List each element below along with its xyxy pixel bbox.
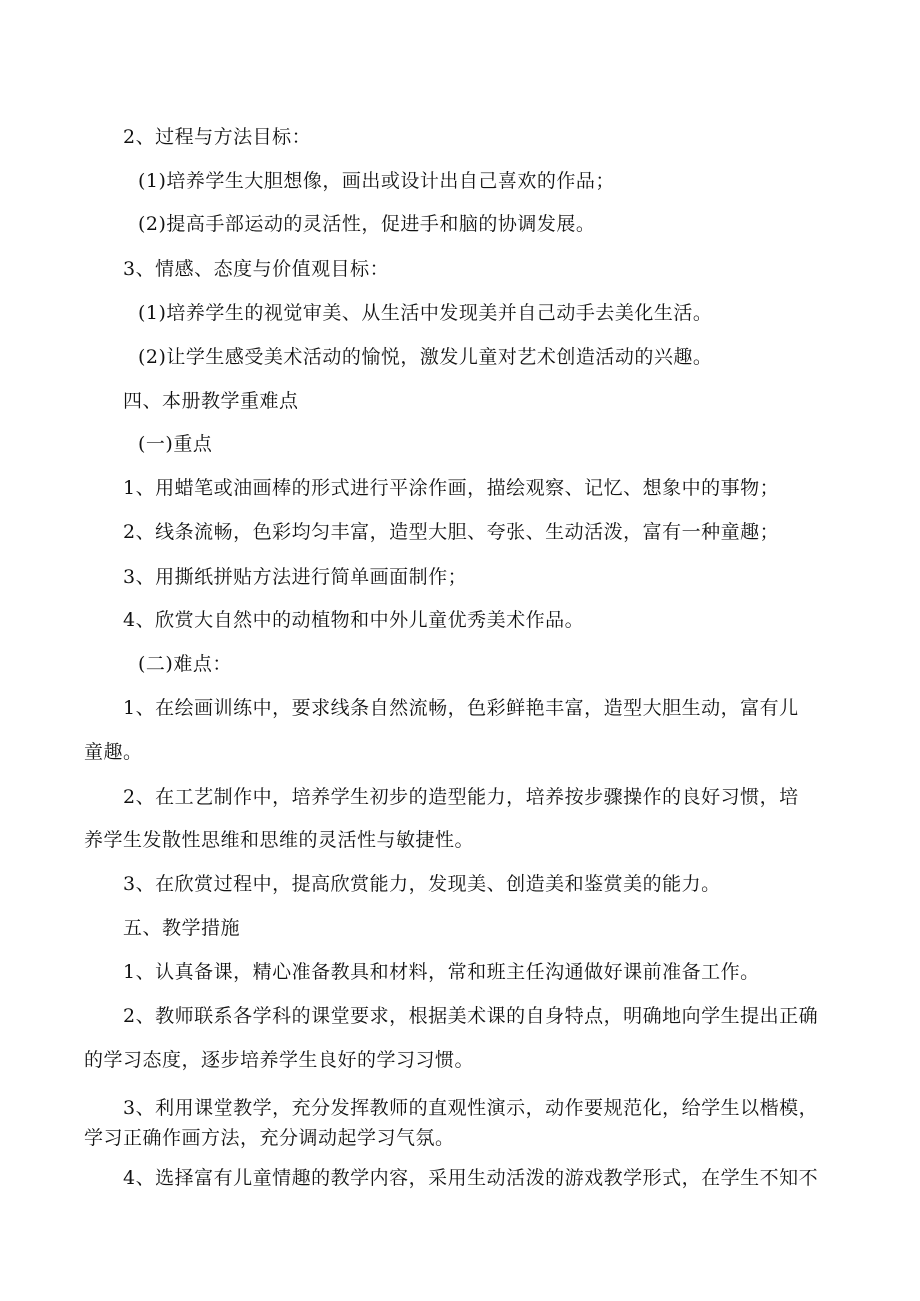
paragraph-line: 3、在欣赏过程中，提高欣赏能力，发现美、创造美和鉴赏美的能力。 bbox=[123, 873, 721, 895]
paragraph-line: 2、教师联系各学科的课堂要求，根据美术课的自身特点，明确地向学生提出正确 bbox=[123, 1005, 819, 1027]
paragraph-line: 4、选择富有儿童情趣的教学内容，采用生动活泼的游戏教学形式，在学生不知不 bbox=[123, 1167, 819, 1189]
objective-heading-emotion: 3、情感、态度与价值观目标： bbox=[123, 258, 390, 280]
paragraph-line: (2)提高手部运动的灵活性，促进手和脑的协调发展。 bbox=[138, 213, 596, 235]
paragraph-line: 1、用蜡笔或油画棒的形式进行平涂作画，描绘观察、记忆、想象中的事物； bbox=[123, 477, 780, 499]
paragraph-line: 3、用撕纸拼贴方法进行简单画面制作； bbox=[123, 566, 468, 588]
paragraph-line: 养学生发散性思维和思维的灵活性与敏捷性。 bbox=[84, 829, 475, 851]
paragraph-line: 1、认真备课，精心准备教具和材料，常和班主任沟通做好课前准备工作。 bbox=[123, 961, 760, 983]
paragraph-line: 的学习态度，逐步培养学生良好的学习习惯。 bbox=[84, 1049, 475, 1071]
paragraph-line: 3、利用课堂教学，充分发挥教师的直观性演示，动作要规范化，给学生以楷模， bbox=[123, 1097, 819, 1119]
paragraph-line: 1、在绘画训练中，要求线条自然流畅，色彩鲜艳丰富，造型大胆生动，富有儿 bbox=[123, 697, 799, 719]
paragraph-line: 学习正确作画方法，充分调动起学习气氛。 bbox=[84, 1127, 455, 1149]
section-heading-measures: 五、教学措施 bbox=[123, 917, 241, 939]
objective-heading-process: 2、过程与方法目标： bbox=[123, 126, 312, 148]
subsection-heading-difficulty: (二)难点： bbox=[138, 653, 232, 675]
section-heading-key-points: 四、本册教学重难点 bbox=[123, 390, 299, 412]
paragraph-line: 2、在工艺制作中，培养学生初步的造型能力，培养按步骤操作的良好习惯，培 bbox=[123, 786, 799, 808]
subsection-heading-focus: (一)重点 bbox=[138, 433, 213, 455]
paragraph-line: (1)培养学生大胆想像，画出或设计出自己喜欢的作品； bbox=[138, 170, 615, 192]
paragraph-line: 2、线条流畅，色彩均匀丰富，造型大胆、夸张、生动活泼，富有一种童趣； bbox=[123, 521, 780, 543]
paragraph-line: (1)培养学生的视觉审美、从生活中发现美并自己动手去美化生活。 bbox=[138, 302, 713, 324]
paragraph-line: 童趣。 bbox=[84, 741, 143, 763]
paragraph-line: 4、欣赏大自然中的动植物和中外儿童优秀美术作品。 bbox=[123, 609, 585, 631]
paragraph-line: (2)让学生感受美术活动的愉悦，激发儿童对艺术创造活动的兴趣。 bbox=[138, 346, 713, 368]
